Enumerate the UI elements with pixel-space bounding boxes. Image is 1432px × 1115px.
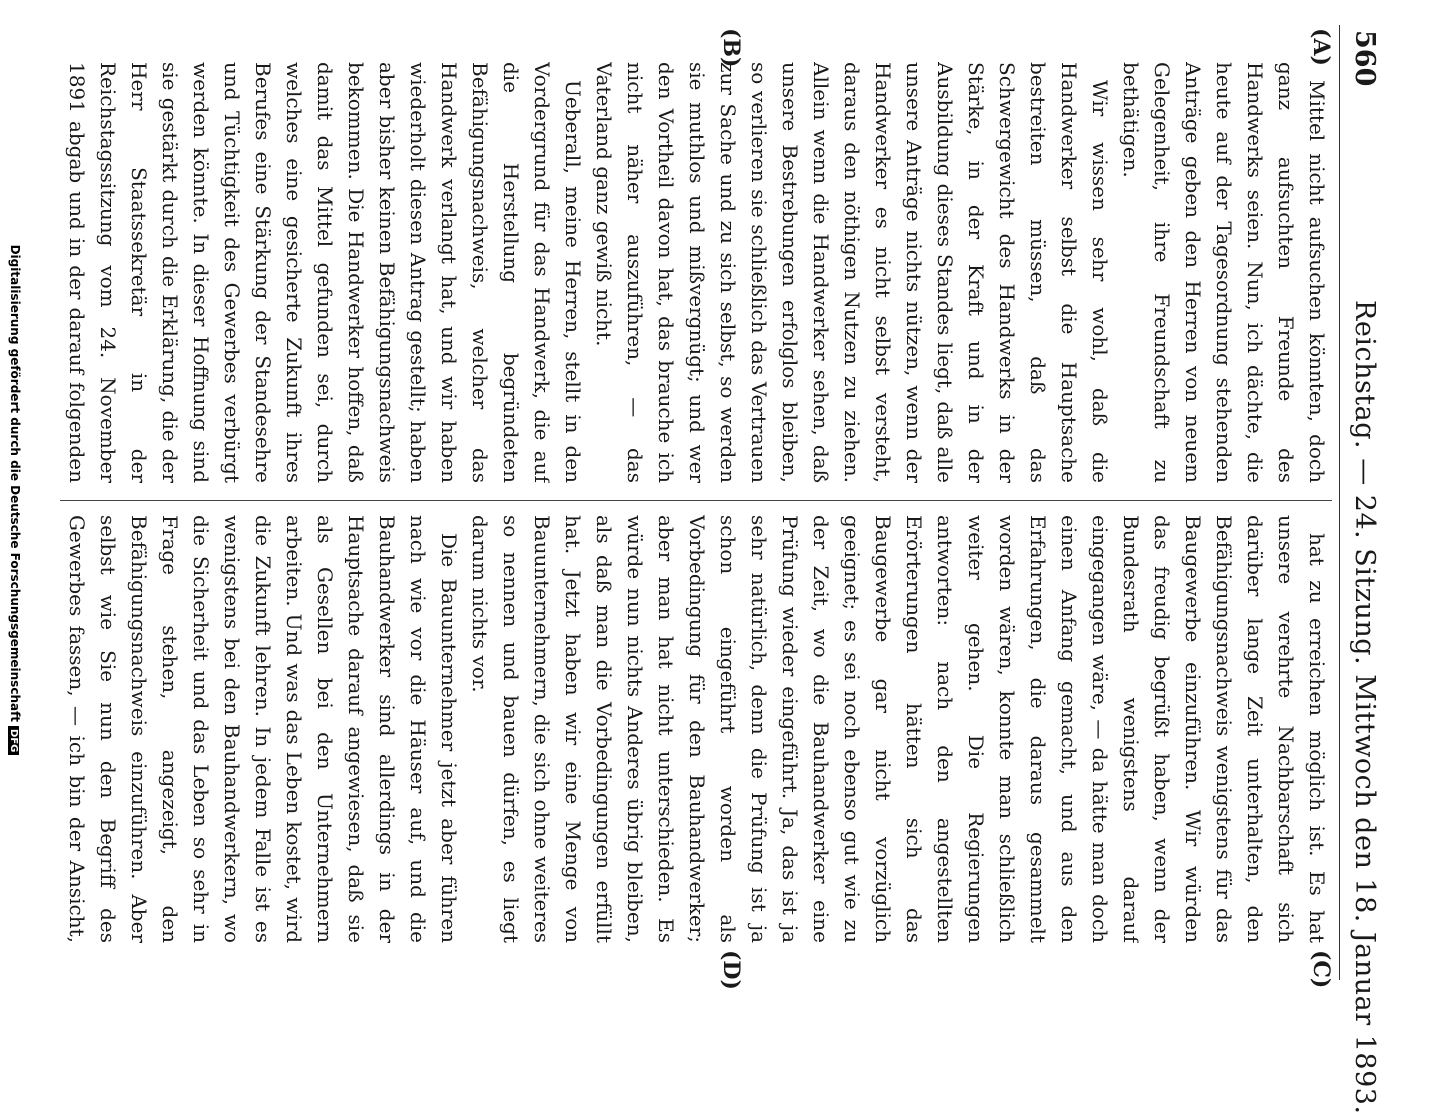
running-head: Reichstag. — 24. Sitzung. Mittwoch den 18. Januar 1893. bbox=[1349, 300, 1380, 1115]
left-column bbox=[60, 62, 1332, 483]
digitization-credit bbox=[8, 0, 22, 1000]
paragraph: Die Bauunternehmer jetzt aber führen nach wie vor die Häuser auf, und die Bauhandwerker sind allerdings in der Hauptsache darauf angewiesen, daß sie als Gesellen bei den Unternehmern arbeiten. Und was das Leben kostet, wird die Zukunft lehren. In jedem Falle ist es wenigstens bei den Bauhandwerkern, wo die Sicherheit und das Leben so sehr in Frage stehen, angezeigt, den Befähigungsnachweis einzuführen. Aber selbst wie Sie nun den Begriff des Gewerbes fassen, — ich bin der Ansicht, bbox=[65, 515, 461, 943]
paragraph: Mittel nicht aufsuchen könnten, doch ganz aufsuchten Freunde des Handwerks seien. Nun, ich dächte, die heute auf der Tagesordnung stehenden Anträge geben den Herren von neuem Gelegenheit, ihre Freundschaft zu bethätigen. bbox=[1119, 62, 1329, 483]
dfg-logo: DFG bbox=[8, 726, 19, 755]
page-header bbox=[1344, 30, 1380, 1115]
margin-marker-c: (C) bbox=[1308, 950, 1334, 989]
paragraph: hat zu erreichen möglich ist. Es hat unsere verehrte Nachbarschaft sich darüber lange Zeit unterhalten, den Befähigungsnachweis wenigstens für das Baugewerbe einzuführen. Wir würden das freudig begrüßt haben, wenn der Bundesrath wenigstens darauf eingegangen wäre, — da hätte man doch einen Anfang gemacht, und aus den Erfahrungen, die daraus gesammelt worden wären, konnte man schließlich weiter gehen. Die Regierungen antworten: nach den angestellten Erörterungen hätten sich das Baugewerbe gar nicht vorzüglich geeignet; es sei noch ebenso gut wie zu der Zeit, wo die Bauhandwerker eine Prüfung wieder eingeführt. Ja, das ist ja sehr natürlich, denn die Prüfung ist ja schon eingeführt worden als Vorbedingung für den Bauhandwerker; aber man hat nicht unterschieden. Es würde nun nichts Anderes übrig bleiben, als daß man die Vorbedingungen erfüllt hat. Jetzt haben wir eine Menge von Bauunternehmern, die sich ohne weiteres so nennen und bauen dürfen, es liegt darum nichts vor. bbox=[468, 515, 1329, 943]
page-number: 560 bbox=[1349, 30, 1380, 87]
paragraph: Wir wissen sehr wohl, daß die Handwerker selbst die Hauptsache bestreiten müssen, daß das Schwergewicht des Handwerks in der Stärke, in der Kraft und in der Ausbildung dieses Standes liegt, daß alle unsere Anträge nichts nützen, wenn der Handwerker es nicht selbst versteht, daraus den nöthigen Nutzen zu ziehen. Allein wenn die Handwerker sehen, daß unsere Bestrebungen erfolglos bleiben, so verlieren sie schließlich das Vertrauen zur Sache und zu sich selbst, so werden sie muthlos und mißvergnügt; und wer den Vortheil davon hat, das brauche ich nicht näher auszuführen, — das Vaterland ganz gewiß nicht. bbox=[592, 62, 1112, 483]
header-rule bbox=[1339, 25, 1340, 980]
margin-marker-b: (B) bbox=[718, 28, 744, 68]
margin-marker-d: (D) bbox=[718, 950, 744, 990]
right-column bbox=[60, 515, 1332, 943]
column-divider bbox=[60, 500, 1332, 501]
credit-text: Digitalisierung gefördert durch die Deutsche Forschungsgemeinschaft bbox=[8, 244, 22, 723]
paragraph: Ueberall, meine Herren, stellt in den Vordergrund für das Handwerk, die auf die Herstellung begründeten Befähigungsnachweis, welcher das Handwerk verlangt hat, und wir haben wiederholt diesen Antrag gestellt; haben aber bisher keinen Befähigungsnachweis bekommen. Die Handwerker hoffen, daß damit das Mittel gefunden sei, durch welches eine gesicherte Zukunft ihres Berufes eine Stärkung der Standesehre und Tüchtigkeit des Gewerbes verbürgt werden könnte. In dieser Hoffnung sind sie gestärkt durch die Erklärung, die der Herr Staatssekretär in der Reichstagssitzung vom 24. November 1891 abgab und in der darauf folgenden bbox=[65, 62, 585, 483]
margin-marker-a: (A) bbox=[1308, 28, 1334, 66]
